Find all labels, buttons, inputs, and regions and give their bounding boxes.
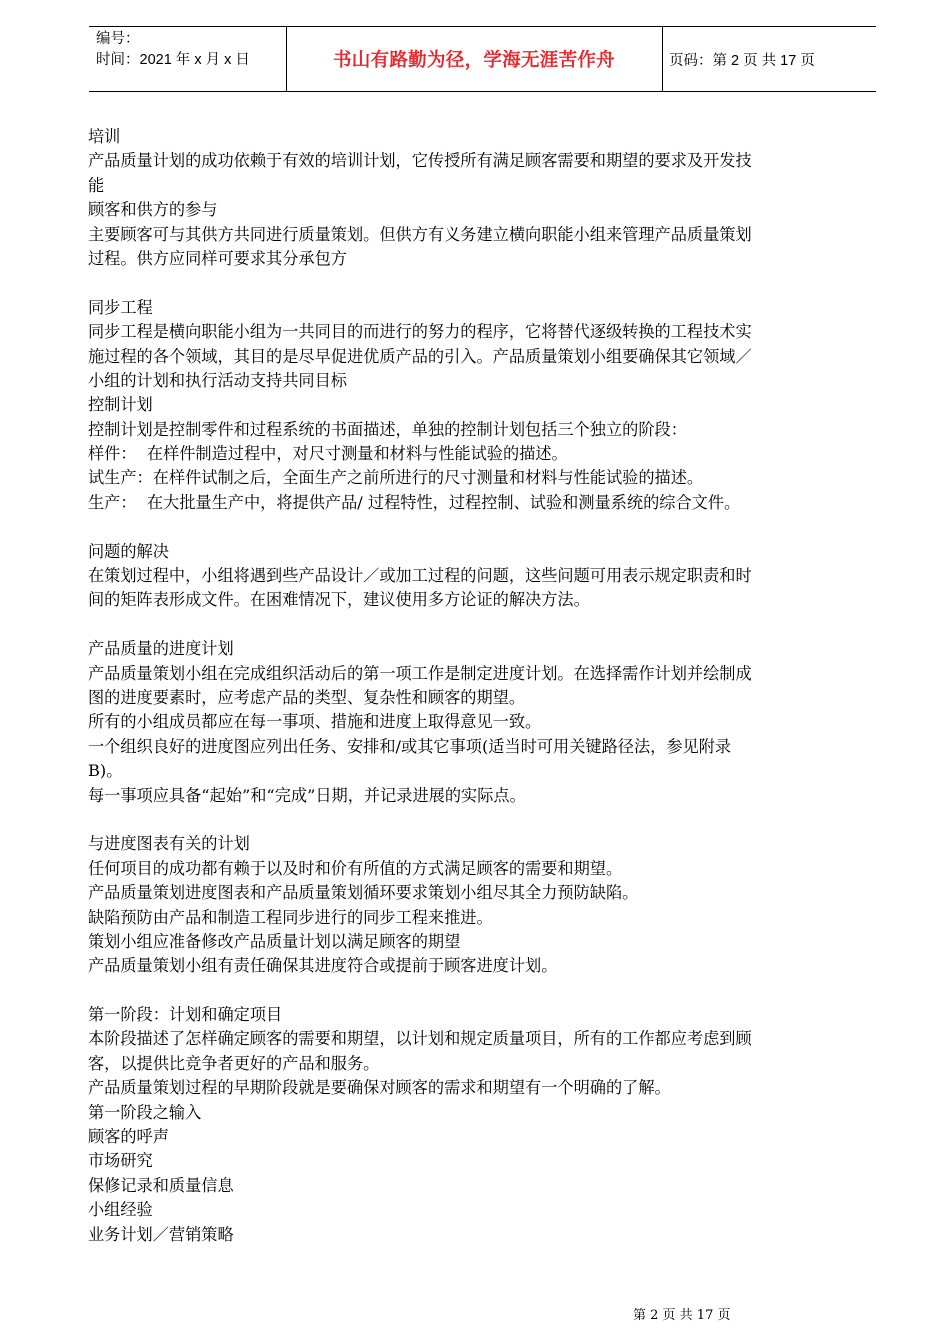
body-text-line: 能 <box>88 175 105 195</box>
document-number-label: 编号： <box>96 31 140 47</box>
body-text-line: 在策划过程中，小组将遇到些产品设计／或加工过程的问题，这些问题可用表示规定职责和时 <box>88 566 752 586</box>
blank-line <box>88 515 888 539</box>
body-text-line: 产品质量计划的成功依赖于有效的培训计划，它传授所有满足顾客需要和期望的要求及开发技 <box>88 151 752 171</box>
body-text-line: 产品质量策划小组有责任确保其进度符合或提前于顾客进度计划。 <box>88 956 558 976</box>
body-text-line: B)。 <box>88 761 123 781</box>
body-text-line: 控制计划 <box>88 395 153 415</box>
document-time-label: 时间：2021 年 x 月 x 日 <box>96 52 250 68</box>
body-text-line: 第一阶段之输入 <box>88 1102 202 1122</box>
header-motto-cell <box>286 26 662 92</box>
blank-line <box>88 979 888 1003</box>
body-text-line: 每一事项应具备“起始”和“完成”日期，并记录进展的实际点。 <box>88 785 526 805</box>
body-text-line: 生产： 在大批量生产中，将提供产品/ 过程特性，过程控制、试验和测量系统的综合文件。 <box>88 492 741 512</box>
body-text-line: 图的进度要素时，应考虑产品的类型、复杂性和顾客的期望。 <box>88 687 526 707</box>
body-text-line: 控制计划是控制零件和过程系统的书面描述，单独的控制计划包括三个独立的阶段： <box>88 419 687 439</box>
body-text-line: 产品质量策划小组在完成组织活动后的第一项工作是制定进度计划。在选择需作计划并绘制成 <box>88 663 752 683</box>
body-text-line: 培训 <box>88 127 121 146</box>
body-text-line: 一个组织良好的进度图应列出任务、安排和/或其它事项(适当时可用关键路径法，参见附录 <box>88 736 732 756</box>
body-text-line: 策划小组应准备修改产品质量计划以满足顾客的期望 <box>88 931 461 951</box>
body-text-line: 试生产：在样件试制之后，全面生产之前所进行的尺寸测量和材料与性能试验的描述。 <box>88 468 704 488</box>
body-text-line: 样件： 在样件制造过程中，对尺寸测量和材料与性能试验的描述。 <box>88 444 568 464</box>
body-text-line: 同步工程是横向职能小组为一共同目的而进行的努力的程序，它将替代逐级转换的工程技术实 <box>88 322 752 342</box>
body-text-line: 第一阶段：计划和确定项目 <box>88 1005 283 1025</box>
page-header <box>89 26 876 92</box>
document-body <box>88 125 888 1247</box>
body-text-line: 小组的计划和执行活动支持共同目标 <box>88 370 347 390</box>
body-text-line: 主要顾客可与其供方共同进行质量策划。但供方有义务建立横向职能小组来管理产品质量策划 <box>88 224 752 244</box>
header-motto: 书山有路勤为径，学海无涯苦作舟 <box>332 50 615 71</box>
body-text-line: 产品质量策划进度图表和产品质量策划循环要求策划小组尽其全力预防缺陷。 <box>88 883 639 903</box>
body-text-line: 保修记录和质量信息 <box>88 1175 234 1195</box>
header-page-info: 页码：第 2 页 共 17 页 <box>669 52 815 69</box>
body-text-line: 问题的解决 <box>88 541 169 561</box>
body-text-line: 施过程的各个领域，其目的是尽早促进优质产品的引入。产品质量策划小组要确保其它领域／ <box>88 346 752 366</box>
body-text-line: 任何项目的成功都有赖于以及时和价有所值的方式满足顾客的需要和期望。 <box>88 858 623 878</box>
body-text-line: 与进度图表有关的计划 <box>88 834 250 854</box>
body-text-line: 所有的小组成员都应在每一事项、措施和进度上取得意见一致。 <box>88 712 542 732</box>
body-text-line: 间的矩阵表形成文件。在困难情况下，建议使用多方论证的解决方法。 <box>88 590 590 610</box>
blank-line <box>88 808 888 832</box>
header-info <box>96 29 250 71</box>
body-text-line: 产品质量的进度计划 <box>88 639 234 659</box>
body-text-line: 小组经验 <box>88 1200 153 1220</box>
body-text-line: 本阶段描述了怎样确定顾客的需要和期望，以计划和规定质量项目，所有的工作都应考虑到顾 <box>88 1029 752 1049</box>
page-footer: 第 2 页 共 17 页 <box>633 1308 731 1323</box>
body-text-line: 客，以提供比竞争者更好的产品和服务。 <box>88 1053 380 1073</box>
header-divider-right <box>662 26 663 92</box>
blank-line <box>88 613 888 637</box>
body-text-line: 同步工程 <box>88 297 153 317</box>
body-text-line: 过程。供方应同样可要求其分承包方 <box>88 248 347 268</box>
body-text-line: 顾客的呼声 <box>88 1127 169 1147</box>
blank-line <box>88 271 888 295</box>
body-text-line: 顾客和供方的参与 <box>88 200 218 220</box>
body-text-line: 市场研究 <box>88 1151 153 1171</box>
body-text-line: 业务计划／营销策略 <box>88 1224 234 1244</box>
body-text-line: 缺陷预防由产品和制造工程同步进行的同步工程来推进。 <box>88 907 493 927</box>
body-text-line: 产品质量策划过程的早期阶段就是要确保对顾客的需求和期望有一个明确的了解。 <box>88 1078 671 1098</box>
